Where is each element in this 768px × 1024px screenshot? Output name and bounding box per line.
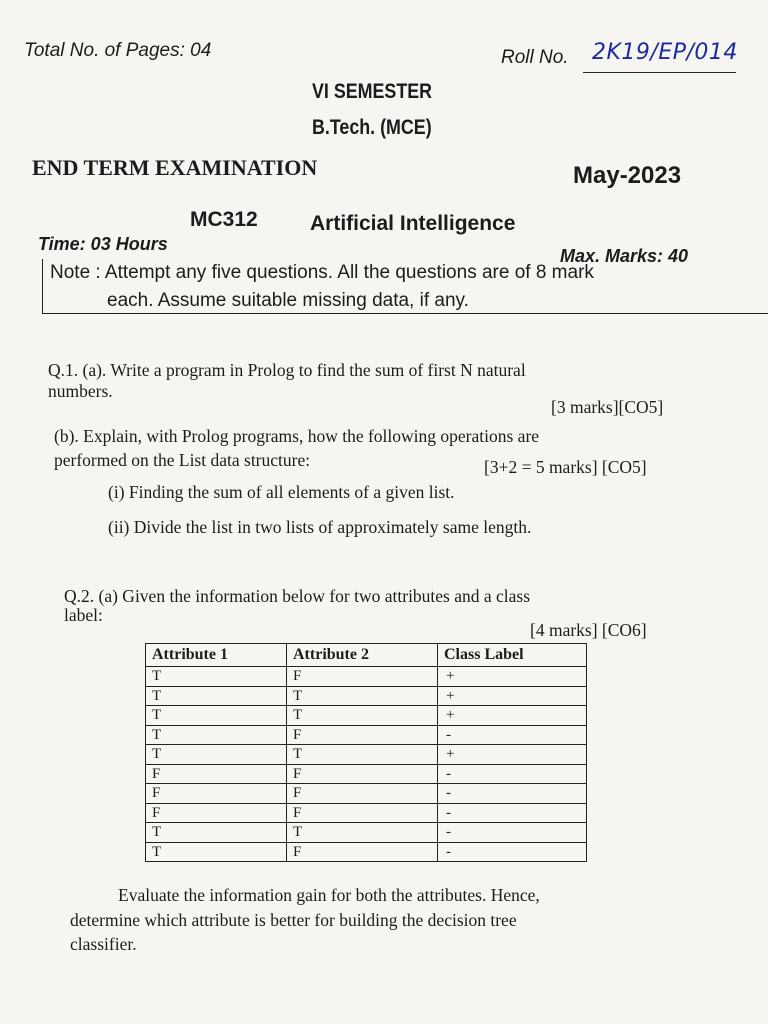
exam-title: END TERM EXAMINATION (32, 155, 318, 180)
total-pages: Total No. of Pages: 04 (24, 40, 212, 61)
cell-class-label: - (438, 764, 587, 784)
roll-number-underline (583, 72, 736, 73)
q2a-text-2: label: (64, 605, 103, 625)
cell-class-label: + (438, 667, 587, 687)
q2a-eval-3: classifier. (70, 934, 137, 954)
table-header-row (146, 644, 587, 667)
cell-class-label: - (438, 823, 587, 843)
note-line-1: Note : Attempt any five questions. All the questions are of 8 mark (50, 262, 594, 283)
cell-attribute-2: F (287, 725, 438, 745)
table-row (146, 686, 587, 706)
cell-attribute-2: T (287, 823, 438, 843)
table-row (146, 764, 587, 784)
cell-class-label: + (438, 706, 587, 726)
attribute-table (145, 643, 587, 862)
cell-class-label: + (438, 686, 587, 706)
table-row (146, 745, 587, 765)
q2a-marks: [4 marks] [CO6] (530, 620, 647, 640)
cell-class-label: + (438, 745, 587, 765)
q1a-text-2: numbers. (48, 381, 113, 401)
q1b-item-i: (i) Finding the sum of all elements of a given list. (108, 482, 455, 502)
cell-attribute-1: T (146, 667, 287, 687)
cell-attribute-2: T (287, 745, 438, 765)
cell-class-label: - (438, 842, 587, 862)
cell-attribute-2: F (287, 842, 438, 862)
cell-attribute-1: T (146, 725, 287, 745)
roll-number-label: Roll No. (501, 47, 569, 68)
header-attribute-2: Attribute 2 (287, 644, 438, 667)
q1b-text-2: performed on the List data structure: (54, 450, 311, 470)
q2a-eval-1: Evaluate the information gain for both the attributes. Hence, (118, 885, 540, 905)
cell-class-label: - (438, 784, 587, 804)
table-row (146, 803, 587, 823)
exam-time: Time: 03 Hours (38, 234, 168, 254)
cell-attribute-2: F (287, 784, 438, 804)
table-row (146, 725, 587, 745)
table-row (146, 823, 587, 843)
q2a-text-1: Q.2. (a) Given the information below for two attributes and a class (64, 586, 531, 606)
q1b-item-ii: (ii) Divide the list in two lists of approximately same length. (108, 517, 532, 537)
course-name: Artificial Intelligence (310, 212, 516, 235)
max-marks: Max. Marks: 40 (560, 246, 689, 266)
q1a-text-1: Q.1. (a). Write a program in Prolog to find the sum of first N natural (48, 360, 526, 380)
table-row (146, 842, 587, 862)
table-body (146, 667, 587, 862)
cell-attribute-2: F (287, 803, 438, 823)
cell-attribute-2: T (287, 706, 438, 726)
cell-attribute-2: F (287, 667, 438, 687)
cell-attribute-1: T (146, 706, 287, 726)
cell-attribute-2: F (287, 764, 438, 784)
table-row (146, 784, 587, 804)
cell-attribute-1: T (146, 823, 287, 843)
q1b-marks: [3+2 = 5 marks] [CO5] (484, 457, 647, 477)
cell-attribute-1: F (146, 803, 287, 823)
q2a-eval-2: determine which attribute is better for building the decision tree (70, 910, 517, 930)
cell-attribute-1: T (146, 686, 287, 706)
cell-class-label: - (438, 803, 587, 823)
q1b-text-1: (b). Explain, with Prolog programs, how the following operations are (54, 426, 540, 446)
header-attribute-1: Attribute 1 (146, 644, 287, 667)
cell-attribute-1: T (146, 745, 287, 765)
exam-date: May-2023 (573, 162, 682, 189)
cell-attribute-1: F (146, 784, 287, 804)
table-row (146, 706, 587, 726)
cell-class-label: - (438, 725, 587, 745)
note-line-2: each. Assume suitable missing data, if any. (107, 290, 469, 311)
cell-attribute-1: F (146, 764, 287, 784)
course-code: MC312 (190, 208, 258, 231)
table-row (146, 667, 587, 687)
program: B.Tech. (MCE) (312, 116, 432, 139)
roll-number-handwritten: 2K19/EP/014 (592, 40, 738, 65)
semester: VI SEMESTER (312, 80, 433, 103)
header-class-label: Class Label (438, 644, 587, 667)
cell-attribute-1: T (146, 842, 287, 862)
cell-attribute-2: T (287, 686, 438, 706)
q1a-marks: [3 marks][CO5] (551, 397, 664, 417)
